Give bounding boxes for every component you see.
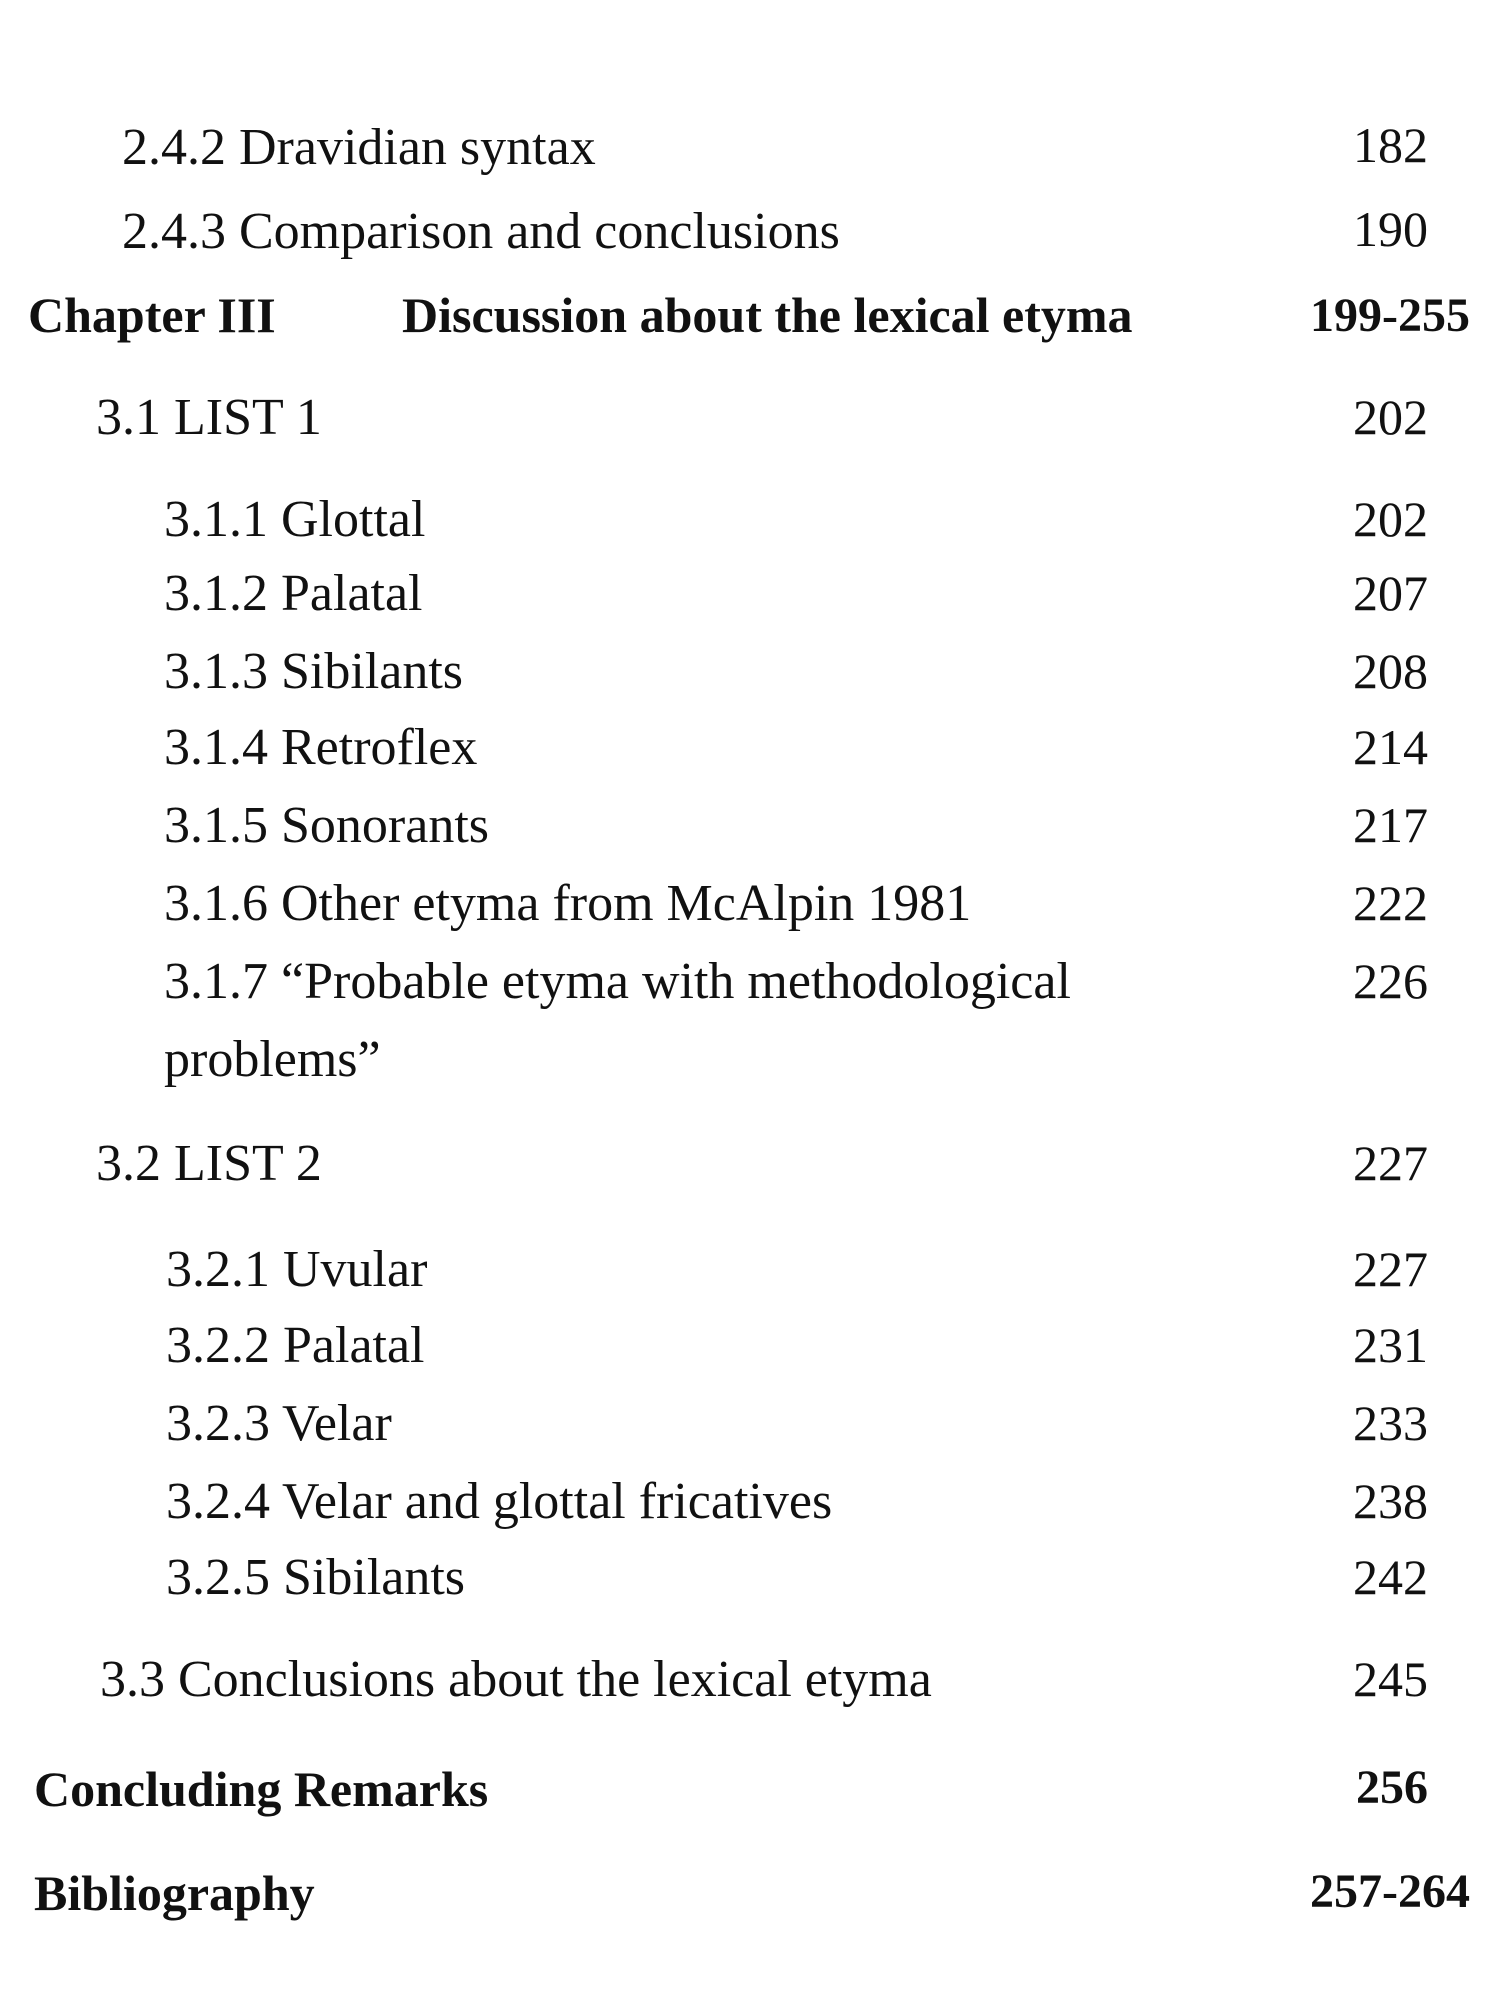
toc-page-3-2-2: 231 xyxy=(1353,1317,1428,1373)
toc-page-3-1-6: 222 xyxy=(1353,875,1428,931)
toc-page-3-2-3: 233 xyxy=(1353,1395,1428,1451)
toc-entry-3-2: 3.2 LIST 2 xyxy=(96,1135,322,1192)
toc-entry-3-1-7-cont: problems” xyxy=(164,1031,381,1088)
toc-entry-3-1-5: 3.1.5 Sonorants xyxy=(164,797,489,854)
toc-page-bibliography: 257-264 xyxy=(1310,1865,1470,1918)
toc-page-3-1-2: 207 xyxy=(1353,565,1428,621)
toc-entry-3-2-1: 3.2.1 Uvular xyxy=(166,1241,428,1298)
toc-entry-2-4-2: 2.4.2 Dravidian syntax xyxy=(122,119,596,176)
toc-page-2-4-3: 190 xyxy=(1353,201,1428,257)
toc-page-3-1-7: 226 xyxy=(1353,953,1428,1009)
toc-entry-3-3: 3.3 Conclusions about the lexical etyma xyxy=(100,1651,932,1708)
toc-chapter-label: Chapter III xyxy=(28,287,276,343)
toc-entry-2-4-3: 2.4.3 Comparison and conclusions xyxy=(122,203,840,260)
toc-entry-3-2-3: 3.2.3 Velar xyxy=(166,1395,392,1452)
toc-entry-3-2-2: 3.2.2 Palatal xyxy=(166,1317,425,1374)
toc-entry-3-1-1: 3.1.1 Glottal xyxy=(164,491,426,548)
toc-entry-3-1-4: 3.1.4 Retroflex xyxy=(164,719,478,776)
toc-entry-3-1: 3.1 LIST 1 xyxy=(96,389,322,446)
toc-entry-3-1-2: 3.1.2 Palatal xyxy=(164,565,423,622)
toc-entry-concluding-remarks: Concluding Remarks xyxy=(34,1761,489,1817)
toc-entry-bibliography: Bibliography xyxy=(34,1865,315,1921)
toc-page-2-4-2: 182 xyxy=(1353,117,1428,173)
toc-page-3-1-3: 208 xyxy=(1353,643,1428,699)
toc-page-3-2-4: 238 xyxy=(1353,1473,1428,1529)
toc-entry-3-2-4: 3.2.4 Velar and glottal fricatives xyxy=(166,1473,833,1530)
toc-chapter-title: Discussion about the lexical etyma xyxy=(402,287,1133,343)
toc-entry-3-1-3: 3.1.3 Sibilants xyxy=(164,643,464,700)
toc-page-3-2-5: 242 xyxy=(1353,1549,1428,1605)
toc-page-3-3: 245 xyxy=(1353,1651,1428,1707)
toc-entry-3-1-7: 3.1.7 “Probable etyma with methodological xyxy=(164,953,1071,1010)
toc-page-3-1: 202 xyxy=(1353,389,1428,445)
toc-page-3-2-1: 227 xyxy=(1353,1241,1428,1297)
toc-entry-3-2-5: 3.2.5 Sibilants xyxy=(166,1549,466,1606)
toc-entry-3-1-6: 3.1.6 Other etyma from McAlpin 1981 xyxy=(164,875,972,932)
toc-page-3-1-4: 214 xyxy=(1353,719,1428,775)
toc-page-3-1-1: 202 xyxy=(1353,491,1428,547)
toc-page-3-2: 227 xyxy=(1353,1135,1428,1191)
toc-page-3-1-5: 217 xyxy=(1353,797,1428,853)
toc-page-chapter-3: 199-255 xyxy=(1310,289,1470,342)
toc-page-concluding-remarks: 256 xyxy=(1356,1761,1428,1814)
